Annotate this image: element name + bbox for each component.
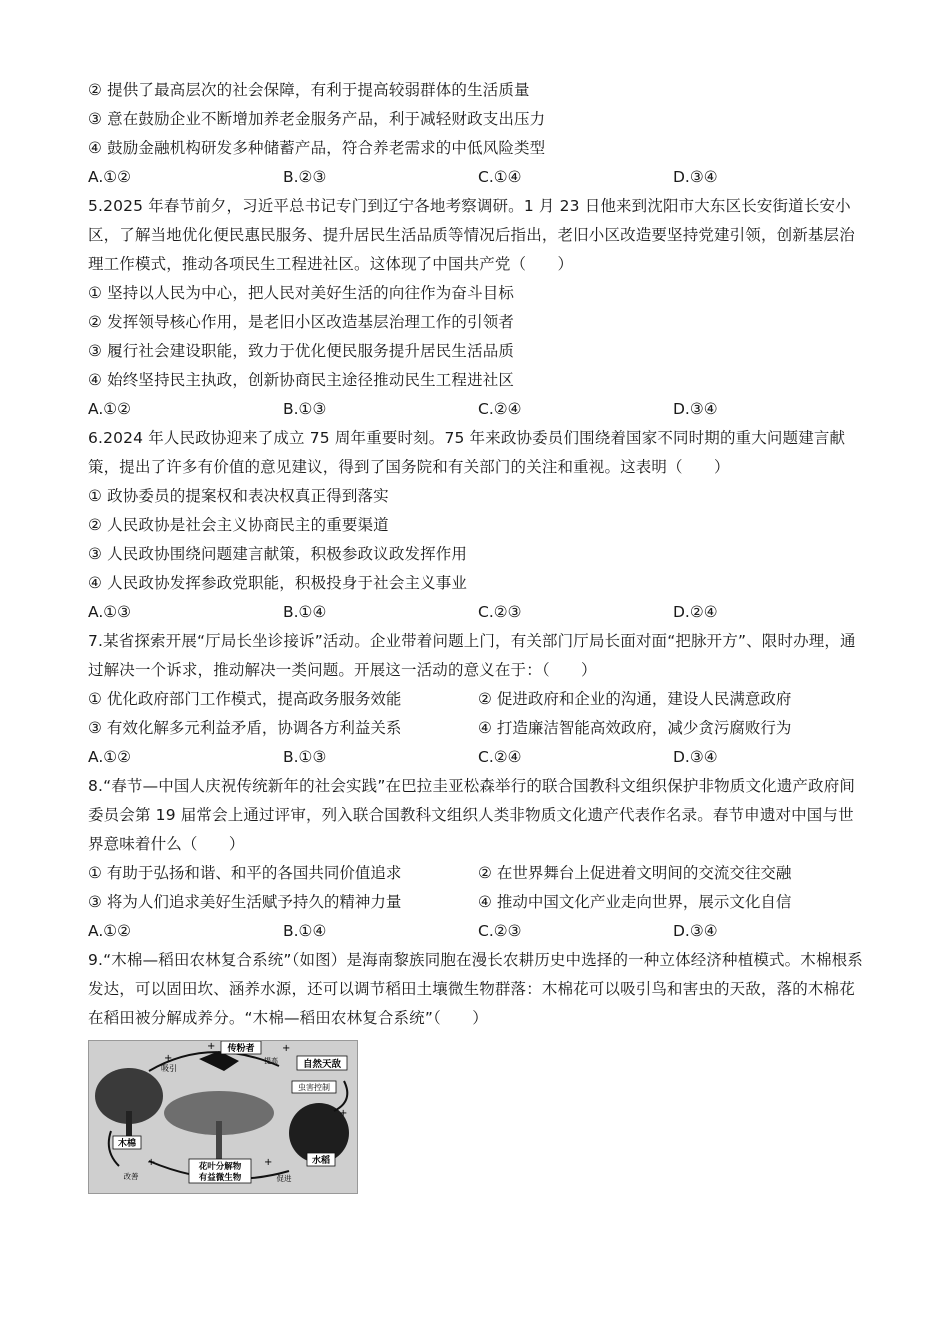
choice-d[interactable]: D.③④ bbox=[673, 748, 718, 766]
agroforestry-diagram bbox=[88, 1040, 358, 1194]
q5-option: ② 发挥领导核心作用，是老旧小区改造基层治理工作的引领者 bbox=[88, 313, 515, 331]
q7-option-row bbox=[88, 714, 868, 743]
option-line: ③ 意在鼓励企业不断增加养老金服务产品，利于减轻财政支出压力 bbox=[88, 110, 546, 128]
label-pollinator: 传粉者 bbox=[227, 1044, 255, 1054]
plus-sign: + bbox=[282, 1043, 291, 1054]
plus-sign: + bbox=[339, 1108, 348, 1119]
q5-option: ④ 始终坚持民主执政，创新协商民主途径推动民生工程进社区 bbox=[88, 371, 515, 389]
label-kapok: 木棉 bbox=[117, 1139, 137, 1149]
choice-a[interactable]: A.①② bbox=[88, 168, 132, 186]
label-paddy: 水稻 bbox=[311, 1156, 331, 1166]
label-promote: 促进 bbox=[276, 1174, 292, 1183]
q8-option: ④ 推动中国文化产业走向世界，展示文化自信 bbox=[478, 893, 792, 911]
label-improve: 改善 bbox=[123, 1172, 139, 1181]
choice-d[interactable]: D.③④ bbox=[673, 168, 718, 186]
choice-d[interactable]: D.②④ bbox=[673, 603, 718, 621]
q6-option: ④ 人民政协发挥参政党职能，积极投身于社会主义事业 bbox=[88, 574, 468, 592]
choice-a[interactable]: A.①③ bbox=[88, 603, 132, 621]
label-enemy: 自然天敌 bbox=[302, 1059, 342, 1070]
q5-stem: 5.2025 年春节前夕，习近平总书记专门到辽宁各地考察调研。1 月 23 日他来到沈阳市大东区长安街道长安小区，了解当地优化便民惠民服务、提升居民生活品质等情况后指出，老旧小区改造要坚持党建引领，创新基层治理工作模式，推动各项民生工程进社区。这体现了中国共产党（ ） bbox=[88, 197, 855, 273]
q6-option: ③ 人民政协围绕问题建言献策，积极参政议政发挥作用 bbox=[88, 545, 468, 563]
q6-option: ① 政协委员的提案权和表决权真正得到落实 bbox=[88, 487, 389, 505]
plus-sign: + bbox=[264, 1157, 273, 1168]
q7-stem: 7.某省探索开展“厅局长坐诊接诉”活动。企业带着问题上门，有关部门厅局长面对面“把脉开方”、限时办理，通过解决一个诉求，推动解决一类问题。开展这一活动的意义在于：（ ） bbox=[88, 632, 856, 679]
choice-c[interactable]: C.②③ bbox=[478, 922, 522, 940]
choice-a[interactable]: A.①② bbox=[88, 400, 132, 418]
q5-option: ① 坚持以人民为中心，把人民对美好生活的向往作为奋斗目标 bbox=[88, 284, 515, 302]
q5-choices bbox=[88, 395, 868, 424]
label-decomp1: 花叶分解物 bbox=[198, 1162, 242, 1172]
q4-choices bbox=[88, 163, 868, 192]
option-line: ② 提供了最高层次的社会保障，有利于提高较弱群体的生活质量 bbox=[88, 81, 530, 99]
q5-option: ③ 履行社会建设职能，致力于优化便民服务提升居民生活品质 bbox=[88, 342, 515, 360]
choice-c[interactable]: C.②④ bbox=[478, 400, 522, 418]
q8-option: ③ 将为人们追求美好生活赋予持久的精神力量 bbox=[88, 893, 402, 911]
q8-option: ② 在世界舞台上促进着文明间的交流交往交融 bbox=[478, 864, 792, 882]
label-pest: 虫害控制 bbox=[298, 1083, 330, 1092]
q6-stem: 6.2024 年人民政协迎来了成立 75 周年重要时刻。75 年来政协委员们围绕着国家不同时期的重大问题建言献策，提出了许多有价值的意见建议，得到了国务院和有关部门的关注和重视。这表明（ ） bbox=[88, 429, 846, 476]
choice-b[interactable]: B.①④ bbox=[283, 603, 327, 621]
q7-option-row bbox=[88, 685, 868, 714]
q8-option: ① 有助于弘扬和谐、和平的各国共同价值追求 bbox=[88, 864, 402, 882]
q7-option: ④ 打造廉洁智能高效政府，减少贪污腐败行为 bbox=[478, 719, 792, 737]
choice-d[interactable]: D.③④ bbox=[673, 922, 718, 940]
choice-c[interactable]: C.①④ bbox=[478, 168, 522, 186]
background-tree-trunk bbox=[216, 1121, 222, 1161]
choice-a[interactable]: A.①② bbox=[88, 922, 132, 940]
choice-c[interactable]: C.②④ bbox=[478, 748, 522, 766]
q6-choices bbox=[88, 598, 868, 627]
choice-b[interactable]: B.①④ bbox=[283, 922, 327, 940]
q7-choices bbox=[88, 743, 868, 772]
q8-option-row bbox=[88, 888, 868, 917]
q6-option: ② 人民政协是社会主义协商民主的重要渠道 bbox=[88, 516, 389, 534]
label-attract: 吸引 bbox=[161, 1064, 177, 1073]
q8-choices bbox=[88, 917, 868, 946]
q7-option: ③ 有效化解多元利益矛盾，协调各方利益关系 bbox=[88, 719, 402, 737]
q9-stem: 9.“木棉—稻田农林复合系统”（如图）是海南黎族同胞在漫长农耕历史中选择的一种立体经济种植模式。木棉根系发达，可以固田坎、涵养水源，还可以调节稻田土壤微生物群落：木棉花可以吸引鸟和害虫的天敌，落的木棉花在稻田被分解成养分。“木棉—稻田农林复合系统”（ ） bbox=[88, 951, 863, 1027]
choice-b[interactable]: B.②③ bbox=[283, 168, 327, 186]
plus-sign: + bbox=[147, 1157, 156, 1168]
label-provide: 提高 bbox=[264, 1057, 278, 1065]
choice-c[interactable]: C.②③ bbox=[478, 603, 522, 621]
exam-page bbox=[88, 76, 868, 1033]
choice-d[interactable]: D.③④ bbox=[673, 400, 718, 418]
plus-sign: + bbox=[207, 1041, 216, 1052]
option-line: ④ 鼓励金融机构研发多种储蓄产品，符合养老需求的中低风险类型 bbox=[88, 139, 546, 157]
q7-option: ① 优化政府部门工作模式，提高政务服务效能 bbox=[88, 690, 402, 708]
q8-stem: 8.“春节—中国人庆祝传统新年的社会实践”在巴拉圭亚松森举行的联合国教科文组织保护非物质文化遗产政府间委员会第 19 届常会上通过评审，列入联合国教科文组织人类非物质文化遗产代表作名录。春节申遗对中国与世界意味着什么（ ） bbox=[88, 777, 856, 853]
choice-b[interactable]: B.①③ bbox=[283, 400, 327, 418]
label-decomp2: 有益微生物 bbox=[198, 1173, 242, 1183]
q8-option-row bbox=[88, 859, 868, 888]
plus-sign: + bbox=[164, 1053, 173, 1064]
diagram-svg bbox=[89, 1041, 357, 1193]
q7-option: ② 促进政府和企业的沟通，建设人民满意政府 bbox=[478, 690, 792, 708]
choice-a[interactable]: A.①② bbox=[88, 748, 132, 766]
choice-b[interactable]: B.①③ bbox=[283, 748, 327, 766]
